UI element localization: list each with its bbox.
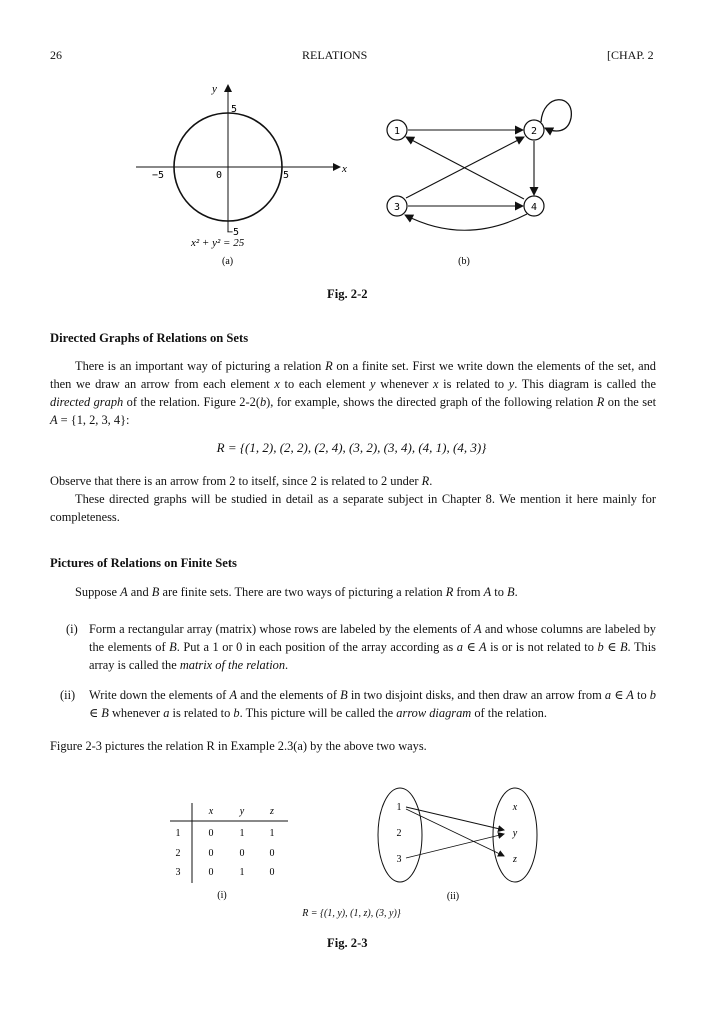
item-text: Form a rectangular array (matrix) whose rows are labeled by the elements of A and whose columns are labeled by the elements of B. Put a 1 or 0 in each position of the array according as a ∈ A is or is not related to b ∈ B. This array is called the matrix of the relation. (89, 622, 656, 672)
circle-equation: x² + y² = 25 (191, 237, 245, 249)
relation-set-label: R = {(1, y), (1, z), (3, y)} (302, 908, 401, 919)
matrix-cell: 0 (269, 848, 275, 859)
matrix-cell: 1 (239, 867, 245, 878)
matrix-cell: 0 (208, 828, 214, 839)
fig-2-2-caption: Fig. 2-2 (327, 287, 368, 301)
paragraph-figure-2-3-intro: Figure 2-3 pictures the relation R in Example 2.3(a) by the above two ways. (50, 739, 427, 753)
node-4-label: 4 (530, 202, 538, 213)
matrix-cell: 1 (239, 828, 245, 839)
page-number: 26 (50, 48, 62, 62)
paragraph-suppose: Suppose A and B are finite sets. There are two ways of picturing a relation R from A to B. (75, 585, 518, 599)
matrix-cell: 1 (269, 828, 275, 839)
item-text: Write down the elements of A and the elements of B in two disjoint disks, and then draw an arrow from a ∈ A to b ∈ B whenever a is related to b. This picture will be called the arrow diagram of the relation. (89, 688, 656, 720)
fig-2-2b-directed-graph (375, 88, 585, 273)
fig-2-3-matrix (160, 795, 300, 907)
row-header-2: 2 (175, 848, 181, 859)
row-header-3: 3 (175, 867, 181, 878)
section-heading-directed-graphs: Directed Graphs of Relations on Sets (50, 331, 249, 345)
sublabel-a: (a) (222, 256, 234, 267)
fig-2-3-arrow-diagram (370, 780, 560, 905)
matrix-cell: 0 (239, 848, 245, 859)
set-a-element-2: 2 (396, 828, 402, 839)
paragraph-observe: Observe that there is an arrow from 2 to itself, since 2 is related to 2 under R. (50, 474, 433, 488)
x-axis-label: x (342, 163, 347, 175)
running-title: RELATIONS (302, 48, 368, 62)
set-a-element-1: 1 (396, 802, 402, 813)
sublabel-b: (b) (458, 256, 470, 267)
edge-4-3 (405, 214, 527, 230)
set-b-element-x: x (512, 802, 518, 813)
col-header-x: x (208, 806, 214, 817)
row-header-1: 1 (175, 828, 181, 839)
tick-left: −5 (152, 170, 165, 181)
origin-label: 0 (216, 170, 223, 181)
matrix-cell: 0 (269, 867, 275, 878)
section-heading-pictures: Pictures of Relations on Finite Sets (50, 556, 237, 570)
edge-2-2-loop (541, 100, 571, 131)
fig-2-2a-circle-graph (130, 80, 360, 280)
tick-top: 5 (231, 104, 238, 115)
fig-2-3-caption: Fig. 2-3 (327, 936, 368, 950)
list-item-arrow-diagram (60, 686, 656, 722)
tick-bottom: −5 (227, 227, 240, 238)
tick-right: 5 (283, 170, 290, 181)
sublabel-i: (i) (217, 890, 227, 901)
chapter-label: [CHAP. 2 (607, 48, 654, 62)
node-1-label: 1 (393, 126, 401, 137)
list-item-matrix (66, 620, 656, 674)
set-b-element-y: y (512, 828, 518, 839)
matrix-cell: 0 (208, 867, 214, 878)
paragraph-directed-graph: There is an important way of picturing a relation R on a finite set. First we write down the elements of the set, and then we draw an arrow from each element x to each element y whenever x is related to y. This diagram is called the directed graph of the relation. Figure 2-2(b), for example, shows the directed graph of the following relation R on the set A = {1, 2, 3, 4}: (50, 359, 657, 427)
arrow-3-y (406, 834, 504, 858)
set-a-element-3: 3 (396, 854, 402, 865)
node-3-label: 3 (393, 202, 401, 213)
sublabel-ii: (ii) (446, 891, 460, 902)
node-2-label: 2 (530, 126, 538, 137)
set-b-element-z: z (513, 854, 517, 865)
col-header-z: z (270, 806, 274, 817)
col-header-y: y (239, 806, 245, 817)
item-number: (ii) (60, 688, 76, 702)
relation-formula: R = {(1, 2), (2, 2), (2, 4), (3, 2), (3, 4), (4, 1), (4, 3)} (216, 440, 487, 455)
paragraph-completeness: These directed graphs will be studied in detail as a separate subject in Chapter 8. We mention it here mainly for completeness. (50, 492, 656, 524)
item-number: (i) (66, 622, 78, 636)
y-axis-label: y (212, 83, 217, 95)
matrix-cell: 0 (208, 848, 214, 859)
